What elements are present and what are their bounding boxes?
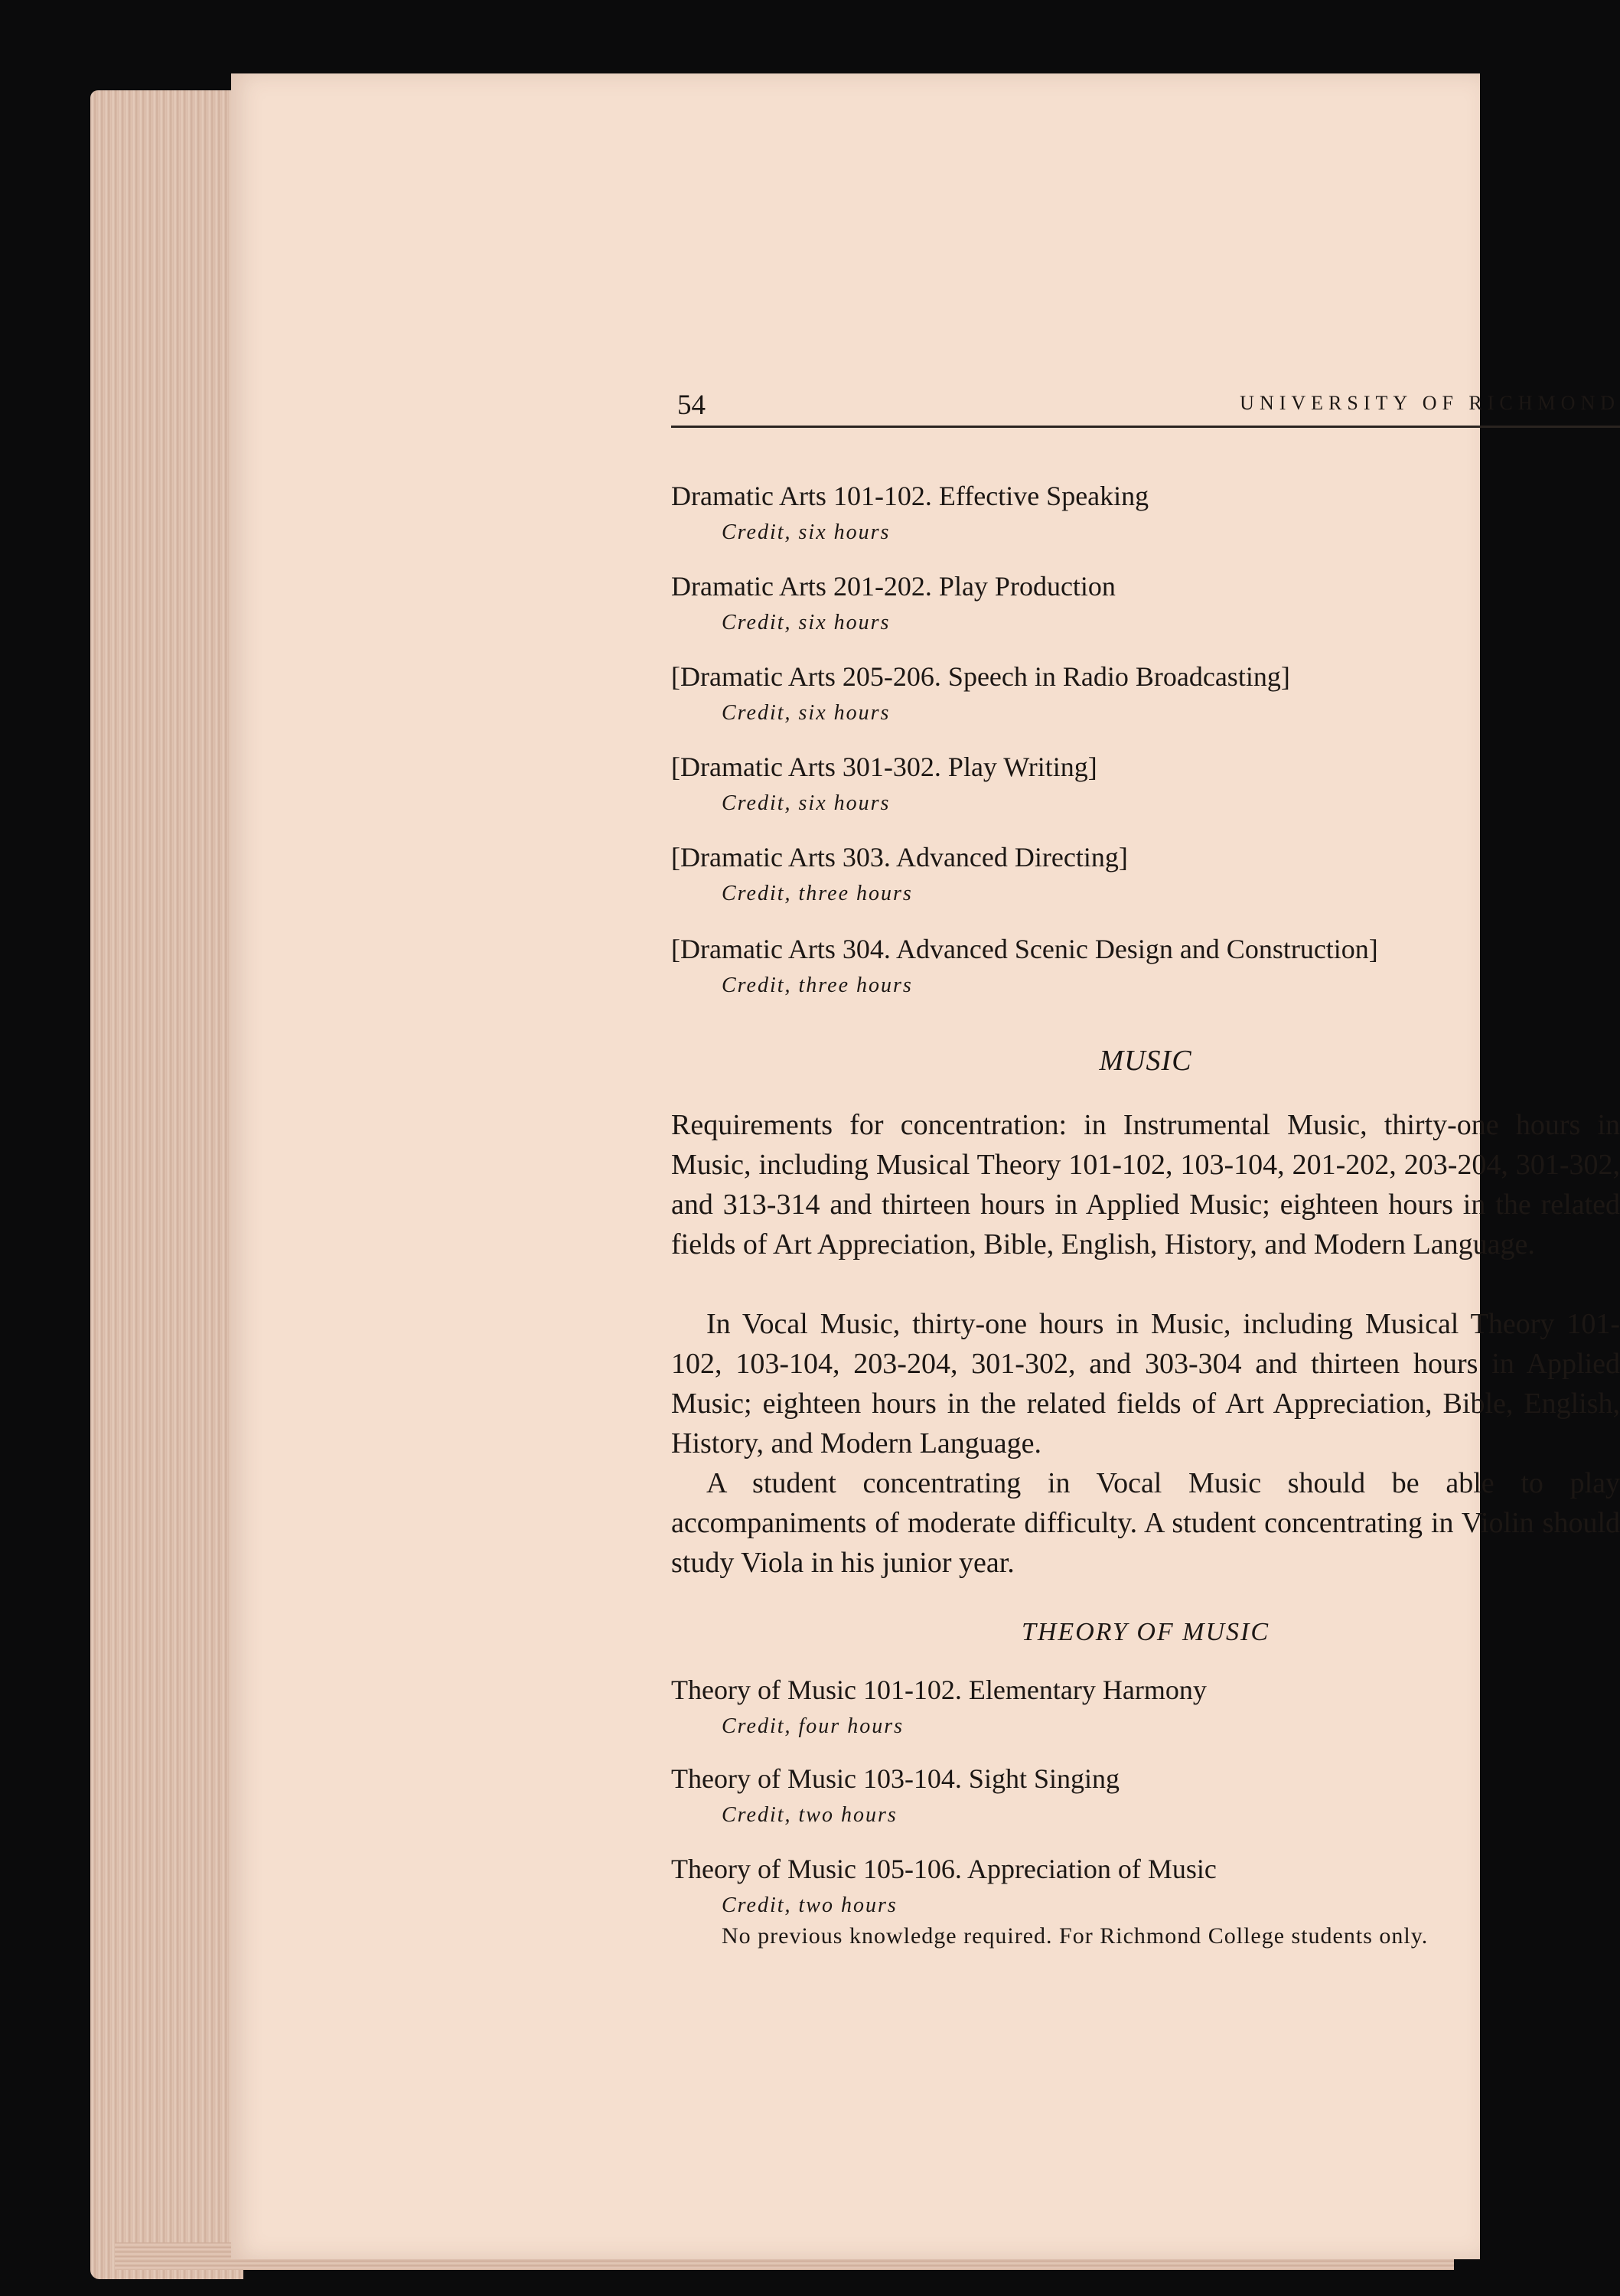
course-note: No previous knowledge required. For Richmond College students only. xyxy=(722,1923,1429,1949)
course-heading: Dramatic Arts 201-202. Play Production xyxy=(671,571,1116,602)
course-heading: Dramatic Arts 101-102. Effective Speaking xyxy=(671,481,1149,511)
course-entry xyxy=(671,569,1620,638)
course-heading: [Dramatic Arts 205-206. Speech in Radio Broadcasting] xyxy=(671,661,1290,692)
course-credit: Credit, six hours xyxy=(722,520,891,544)
course-credit: Credit, six hours xyxy=(722,791,891,815)
course-entry xyxy=(671,1762,1620,1831)
course-credit: Credit, three hours xyxy=(722,974,913,997)
course-heading: Theory of Music 103-104. Sight Singing xyxy=(671,1763,1120,1794)
section-title-music: MUSIC xyxy=(1099,1045,1192,1077)
paragraph: A student concentrating in Vocal Music should be able to play accompaniments of moderate difficulty. A student concentrating in Violin should study Viola in his junior year. xyxy=(671,1467,1620,1579)
course-entry xyxy=(671,840,1620,909)
course-credit: Credit, six hours xyxy=(722,611,891,634)
course-credit: Credit, three hours xyxy=(722,882,913,905)
course-entry xyxy=(671,1673,1620,1742)
course-credit: Credit, two hours xyxy=(722,1893,898,1917)
course-credit: Credit, six hours xyxy=(722,701,891,725)
course-credit: Credit, two hours xyxy=(722,1803,898,1827)
course-heading: [Dramatic Arts 304. Advanced Scenic Design and Construction] xyxy=(671,934,1378,964)
course-entry xyxy=(671,750,1620,819)
course-credit: Credit, four hours xyxy=(722,1714,904,1738)
running-title: UNIVERSITY OF RICHMOND xyxy=(1240,392,1620,414)
paragraph: Requirements for concentration: in Instrumental Music, thirty-one hours in Music, including Musical Theory 101-102, 103-104, 201-202, 203-204, 301-302, and 313-314 and thirteen hours in Applied Music; eighteen hours in the related fields of Art Appreciation, Bible, English, History, and Modern Language. xyxy=(671,1109,1620,1261)
course-entry xyxy=(671,660,1620,729)
course-heading: [Dramatic Arts 301-302. Play Writing] xyxy=(671,752,1097,782)
course-entry xyxy=(671,932,1620,1001)
book-page xyxy=(231,73,1620,2259)
page-edges xyxy=(90,90,243,2279)
page-number: 54 xyxy=(677,390,706,421)
course-heading: [Dramatic Arts 303. Advanced Directing] xyxy=(671,842,1128,872)
paragraph: In Vocal Music, thirty-one hours in Music, including Musical Theory 101-102, 103-104, 203-204, 301-302, and 303-304 and thirteen hours in Applied Music; eighteen hours in the related fields of Art Appreciation, Bible, English, History, and Modern Language. xyxy=(671,1308,1620,1459)
course-heading: Theory of Music 105-106. Appreciation of Music xyxy=(671,1854,1217,1884)
course-heading: Theory of Music 101-102. Elementary Harmony xyxy=(671,1675,1207,1705)
section-title-theory: THEORY OF MUSIC xyxy=(1021,1618,1270,1646)
course-entry xyxy=(671,479,1620,548)
course-entry xyxy=(671,1852,1620,1952)
running-head xyxy=(671,389,1620,428)
